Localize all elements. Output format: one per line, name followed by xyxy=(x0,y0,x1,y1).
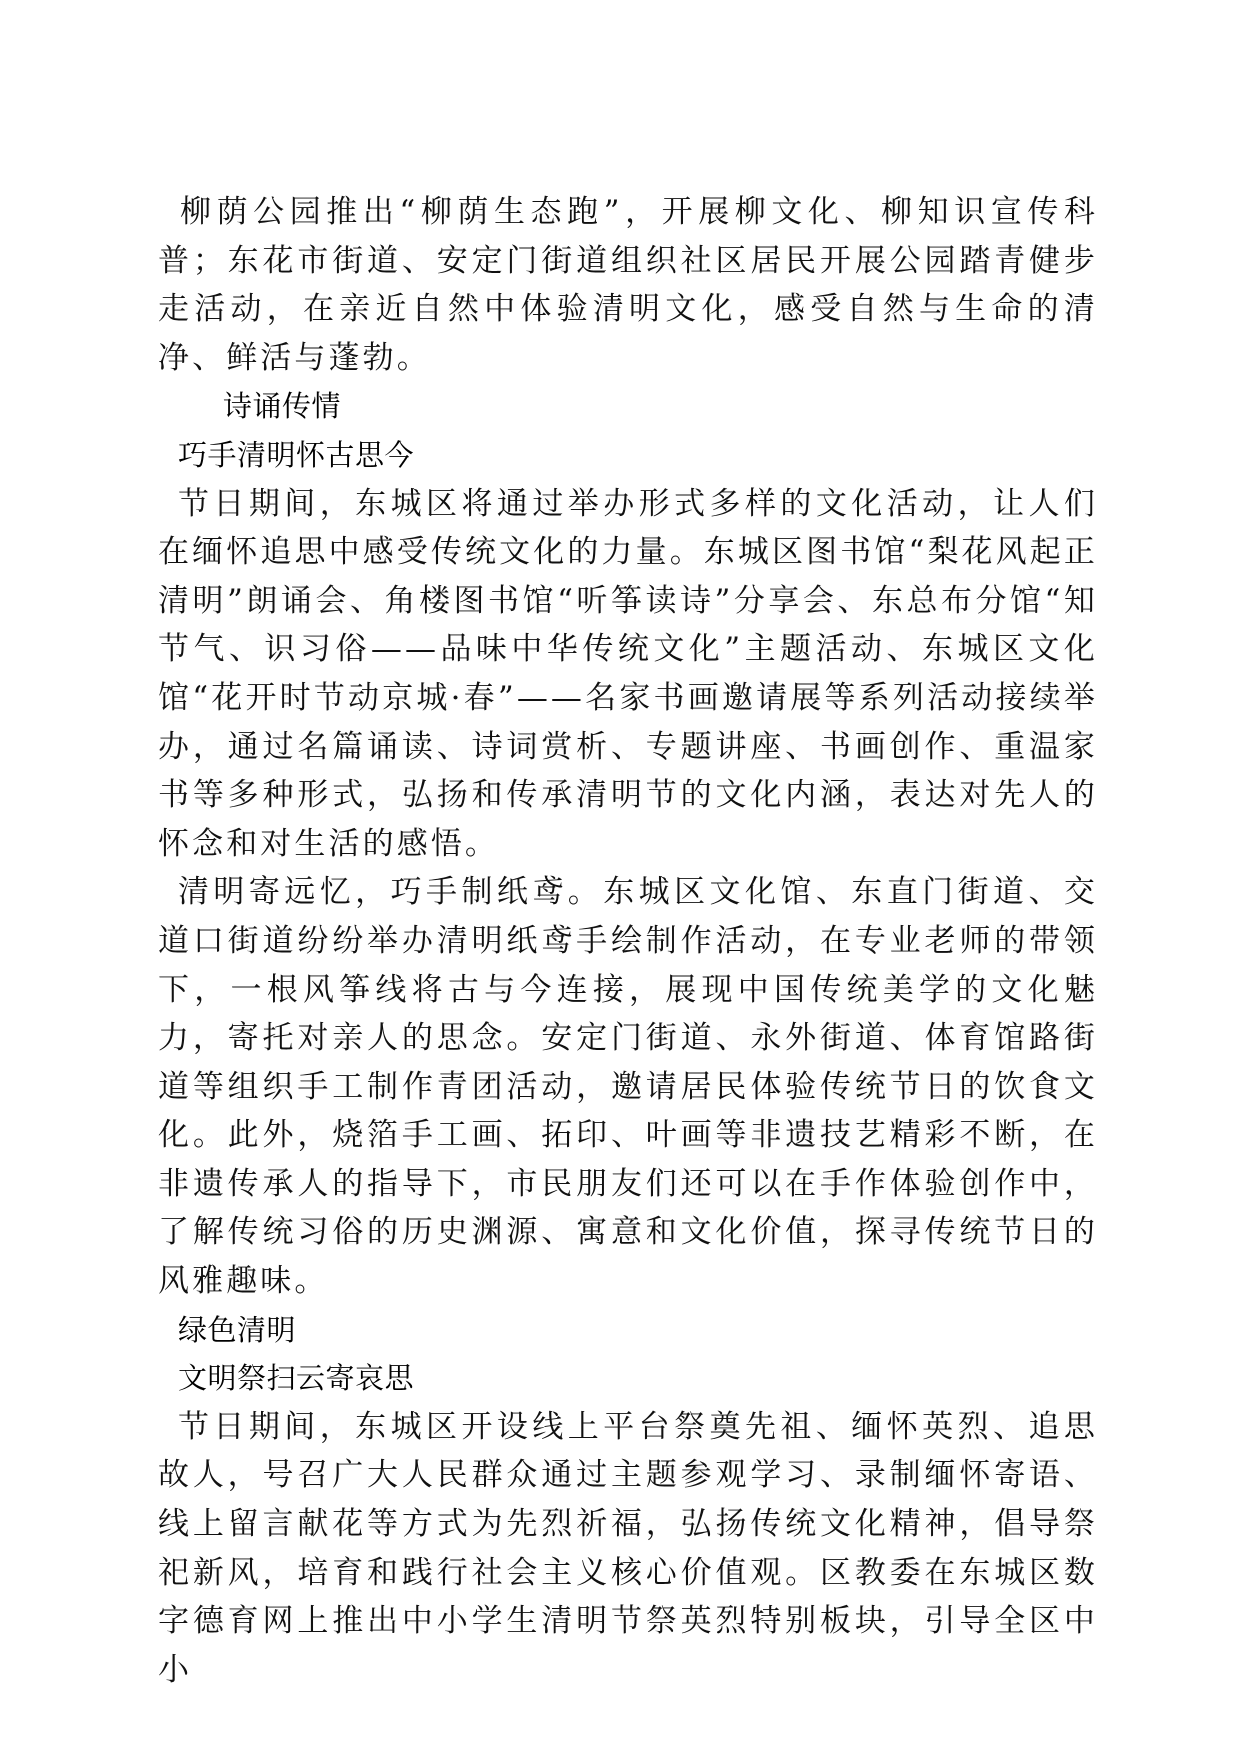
paragraph-cultural-activities: 节日期间，东城区将通过举办形式多样的文化活动，让人们在缅怀追思中感受传统文化的力量。东城区图书馆“梨花风起正清明”朗诵会、角楼图书馆“听筝读诗”分享会、东总布分馆“知节气、识习俗——品味中华传统文化”主题活动、东城区文化馆“花开时节动京城·春”——名家书画邀请展等系列活动接续举办，通过名篇诵读、诗词赏析、专题讲座、书画创作、重温家书等多种形式，弘扬和传承清明节的文化内涵，表达对先人的怀念和对生活的感悟。 xyxy=(158,485,1098,862)
section-subheading-online-memorial: 文明祭扫云寄哀思 xyxy=(178,1361,415,1396)
section-heading-green-qingming: 绿色清明 xyxy=(178,1312,297,1347)
section-subheading-qingming-crafts: 巧手清明怀古思今 xyxy=(178,437,415,472)
paragraph-kite-making: 清明寄远忆，巧手制纸鸢。东城区文化馆、东直门街道、交道口街道纷纷举办清明纸鸢手绘制作活动，在专业老师的带领下，一根风筝线将古与今连接，展现中国传统美学的文化魅力，寄托对亲人的思念。安定门街道、永外街道、体育馆路街道等组织手工制作青团活动，邀请居民体验传统节日的饮食文化。此外，烧箔手工画、拓印、叶画等非遗技艺精彩不断，在非遗传承人的指导下，市民朋友们还可以在手作体验创作中，了解传统习俗的历史渊源、寓意和文化价值，探寻传统节日的风雅趣味。 xyxy=(158,874,1098,1300)
document-page xyxy=(158,188,1098,1694)
paragraph-willow-park: 柳荫公园推出“柳荫生态跑”，开展柳文化、柳知识宣传科普；东花市街道、安定门街道组织社区居民开展公园踏青健步走活动，在亲近自然中体验清明文化，感受自然与生命的清净、鲜活与蓬勃。 xyxy=(158,194,1098,376)
section-heading-poetry: 诗诵传情 xyxy=(223,389,342,424)
paragraph-online-memorial: 节日期间，东城区开设线上平台祭奠先祖、缅怀英烈、追思故人，号召广大人民群众通过主题参观学习、录制缅怀寄语、线上留言献花等方式为先烈祈福，弘扬传统文化精神，倡导祭祀新风，培育和践行社会主义核心价值观。区教委在东城区数字德育网上推出中小学生清明节祭英烈特别板块，引导全区中小 xyxy=(158,1408,1098,1688)
